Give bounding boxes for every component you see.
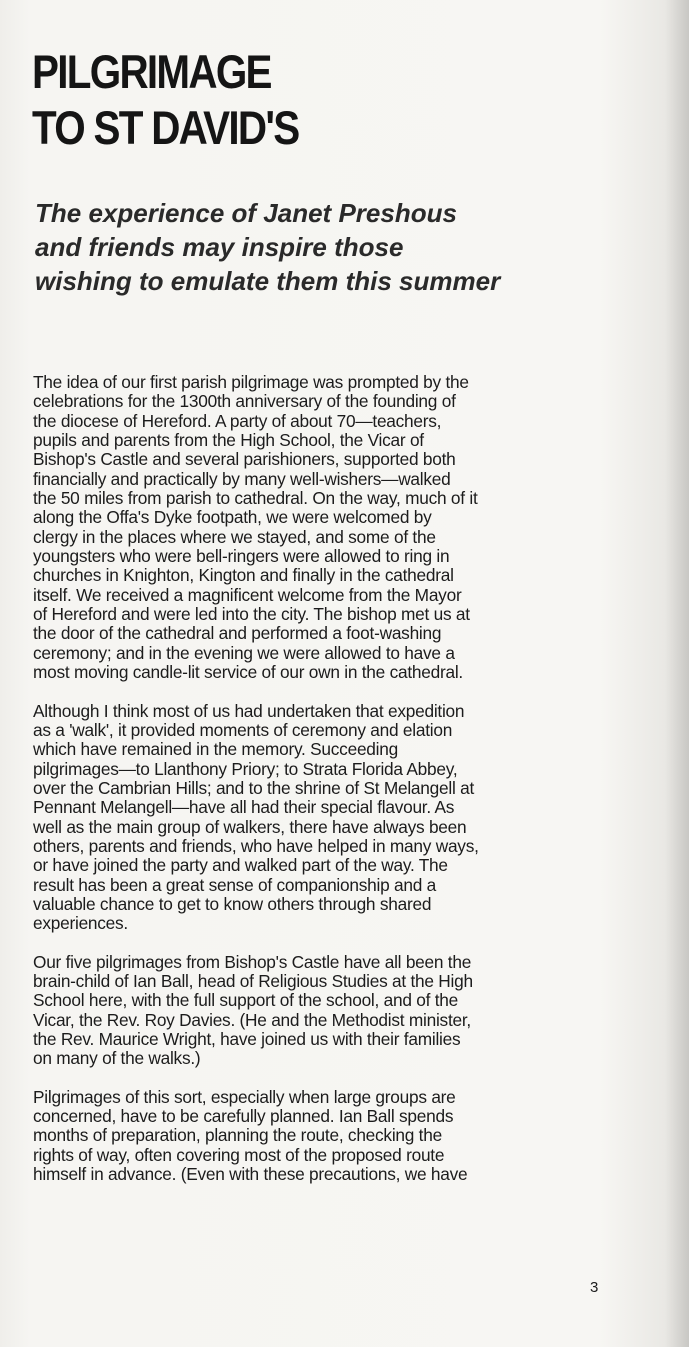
article-paragraph [33, 953, 611, 1069]
paragraph-line: others, parents and friends, who have helped in many ways, [33, 835, 479, 856]
paragraph-line: himself in advance. (Even with these precautions, we have [33, 1164, 468, 1185]
paragraph-line: clergy in the places where we stayed, and some of the [33, 526, 436, 547]
paragraph-line: valuable chance to get to know others through shared [33, 893, 432, 914]
paragraph-line: the 50 miles from parish to cathedral. On the way, much of it [33, 488, 478, 509]
paragraph-line: or have joined the party and walked part of the way. The [33, 855, 448, 876]
paragraph-line: the diocese of Hereford. A party of about 70—teachers, [33, 410, 442, 431]
article-body [33, 373, 611, 1203]
paragraph-line: youngsters who were bell-ringers were allowed to ring in [33, 546, 450, 567]
paragraph-line: pupils and parents from the High School, the Vicar of [33, 430, 424, 451]
subtitle-line-1: The experience of Janet Preshous [35, 198, 457, 228]
paragraph-line: over the Cambrian Hills; and to the shrine of St Melangell at [33, 777, 475, 798]
article-title [32, 44, 298, 156]
paragraph-line: as a 'walk', it provided moments of ceremony and elation [33, 719, 453, 740]
paragraph-line: School here, with the full support of the school, and of the [33, 990, 458, 1011]
title-line-1: PILGRIMAGE [32, 45, 271, 98]
article-paragraph [33, 1088, 611, 1185]
article-subtitle [35, 196, 500, 298]
subtitle-line-3: wishing to emulate them this summer [35, 266, 501, 296]
article-paragraph [33, 373, 611, 683]
paragraph-line: Pennant Melangell—have all had their special flavour. As [33, 797, 455, 818]
page-edge-shadow [665, 0, 689, 1347]
paragraph-line: months of preparation, planning the route, checking the [33, 1125, 442, 1146]
paragraph-line: churches in Knighton, Kington and finally in the cathedral [33, 565, 454, 586]
title-line-2: TO ST DAVID'S [32, 101, 299, 154]
paragraph-line: concerned, have to be carefully planned. Ian Ball spends [33, 1106, 454, 1127]
paragraph-line: The idea of our first parish pilgrimage was prompted by the [33, 372, 469, 392]
paragraph-line: experiences. [33, 913, 128, 934]
paragraph-line: well as the main group of walkers, there have always been [33, 816, 467, 837]
paragraph-line: on many of the walks.) [33, 1048, 201, 1069]
paragraph-line: celebrations for the 1300th anniversary of the founding of [33, 391, 456, 412]
paragraph-line: along the Offa's Dyke footpath, we were welcomed by [33, 507, 432, 528]
paragraph-line: of Hereford and were led into the city. The bishop met us at [33, 604, 470, 625]
paragraph-line: Our five pilgrimages from Bishop's Castle have all been the [33, 951, 472, 972]
paragraph-line: Vicar, the Rev. Roy Davies. (He and the Methodist minister, [33, 1009, 471, 1030]
paragraph-line: itself. We received a magnificent welcome from the Mayor [33, 584, 462, 605]
paragraph-line: brain-child of Ian Ball, head of Religious Studies at the High [33, 970, 473, 991]
paragraph-line: which have remained in the memory. Succeeding [33, 739, 398, 760]
paragraph-line: Pilgrimages of this sort, especially when large groups are [33, 1086, 456, 1107]
paragraph-line: result has been a great sense of companionship and a [33, 874, 436, 895]
paragraph-line: Although I think most of us had undertaken that expedition [33, 700, 465, 721]
paragraph-line: most moving candle-lit service of our own in the cathedral. [33, 662, 463, 683]
article-paragraph [33, 702, 611, 934]
paragraph-line: financially and practically by many well-wishers—walked [33, 468, 451, 489]
subtitle-line-2: and friends may inspire those [35, 232, 404, 262]
paragraph-line: the Rev. Maurice Wright, have joined us with their families [33, 1029, 461, 1049]
paragraph-line: pilgrimages—to Llanthony Priory; to Strata Florida Abbey, [33, 758, 458, 779]
page-number: 3 [590, 1279, 599, 1296]
paragraph-line: rights of way, often covering most of the proposed route [33, 1144, 445, 1165]
paragraph-line: the door of the cathedral and performed a foot-washing [33, 623, 442, 644]
paragraph-line: ceremony; and in the evening we were allowed to have a [33, 642, 455, 663]
paragraph-line: Bishop's Castle and several parishioners, supported both [33, 449, 456, 470]
